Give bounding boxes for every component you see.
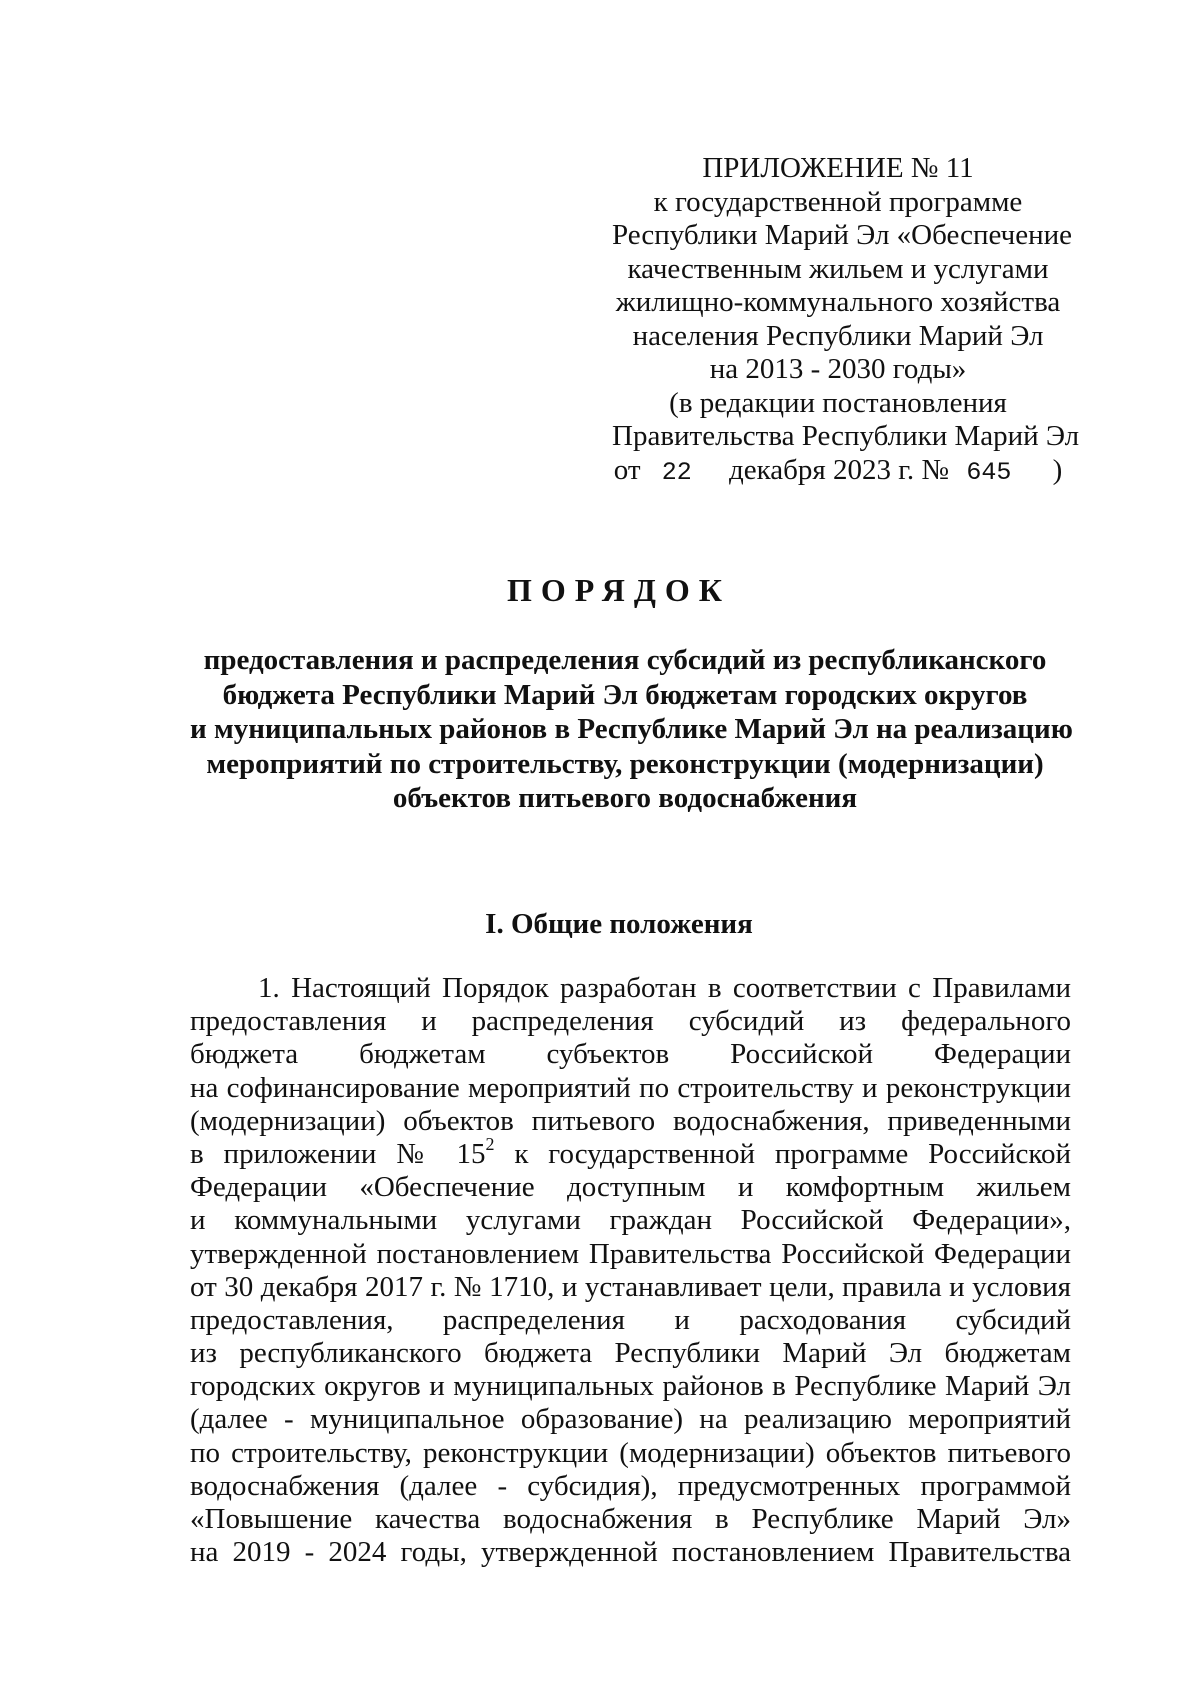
subtitle-line: мероприятий по строительству, реконструкции (модернизации) xyxy=(206,747,1044,780)
date-day: 22 xyxy=(661,457,692,487)
paragraph-line: из республиканского бюджета Республики Марий Эл бюджетам xyxy=(190,1337,1071,1370)
appendix-ref-rest: к государственной программе Российской xyxy=(514,1137,1071,1170)
document-number: 645 xyxy=(966,457,1012,487)
closing-paren: ) xyxy=(1052,453,1063,486)
annex-line: Республики Марий Эл «Обеспечение xyxy=(612,219,1072,251)
annex-line: населения Республики Марий Эл xyxy=(632,319,1044,352)
annex-line: к государственной программе xyxy=(653,185,1023,218)
paragraph-line: и коммунальными услугами граждан Российской Федерации», xyxy=(190,1204,1071,1237)
paragraph-line: городских округов и муниципальных районов в Республике Марий Эл xyxy=(190,1370,1071,1403)
subtitle-line: бюджета Республики Марий Эл бюджетам городских округов xyxy=(222,678,1028,711)
paragraph-line: на 2019 - 2024 годы, утвержденной постановлением Правительства xyxy=(190,1536,1071,1569)
paragraph-line: бюджета бюджетам субъектов Российской Федерации xyxy=(190,1038,1071,1071)
subtitle-line: предоставления и распределения субсидий из республиканского xyxy=(203,644,1047,676)
appendix-ref: в приложении № 15 xyxy=(190,1137,486,1170)
paragraph-line-with-superscript xyxy=(190,1134,1071,1171)
document-subtitle xyxy=(190,643,1073,816)
paragraph-line: (далее - муниципальное образование) на реализацию мероприятий xyxy=(190,1403,1071,1436)
annex-line: Правительства Республики Марий Эл xyxy=(612,420,1080,452)
annex-line: жилищно-коммунального хозяйства xyxy=(615,286,1061,318)
paragraph-line: предоставления и распределения субсидий из федерального xyxy=(190,1005,1071,1038)
superscript: 2 xyxy=(485,1134,495,1155)
paragraph-line: утвержденной постановлением Правительства Российской Федерации xyxy=(190,1237,1071,1270)
annex-line: на 2013 - 2030 годы» xyxy=(709,353,967,385)
paragraph-line: предоставления, распределения и расходования субсидий xyxy=(190,1303,1071,1336)
paragraph-line: от 30 декабря 2017 г. № 1710, и устанавливает цели, правила и условия xyxy=(190,1270,1071,1303)
annex-line: качественным жильем и услугами xyxy=(627,252,1049,285)
subtitle-line: объектов питьевого водоснабжения xyxy=(392,782,858,814)
paragraph-line: по строительству, реконструкции (модернизации) объектов питьевого xyxy=(190,1436,1071,1469)
paragraph-line: на софинансирование мероприятий по строительству и реконструкции xyxy=(190,1071,1071,1104)
date-rest: декабря 2023 г. № xyxy=(729,453,950,486)
date-prefix: от xyxy=(613,453,641,486)
annex-title: ПРИЛОЖЕНИЕ № 11 xyxy=(702,152,974,184)
document-title: ПОРЯДОК xyxy=(507,572,731,608)
paragraph-line: 1. Настоящий Порядок разработан в соответствии с Правилами xyxy=(258,972,1071,1004)
paragraph-1 xyxy=(190,972,1071,1569)
paragraph-line: водоснабжения (далее - субсидия), предусмотренных программой xyxy=(190,1469,1071,1502)
annex-date-line xyxy=(612,454,1064,490)
paragraph-line: Федерации «Обеспечение доступным и комфортным жильем xyxy=(190,1171,1071,1204)
paragraph-line: «Повышение качества водоснабжения в Республике Марий Эл» xyxy=(190,1503,1071,1535)
subtitle-line: и муниципальных районов в Республике Марий Эл на реализацию xyxy=(190,713,1073,745)
paragraph-line: (модернизации) объектов питьевого водоснабжения, приведенными xyxy=(190,1104,1071,1137)
annex-line: (в редакции постановления xyxy=(669,386,1007,419)
section-heading: I. Общие положения xyxy=(485,908,753,940)
annex-header xyxy=(612,152,1080,489)
